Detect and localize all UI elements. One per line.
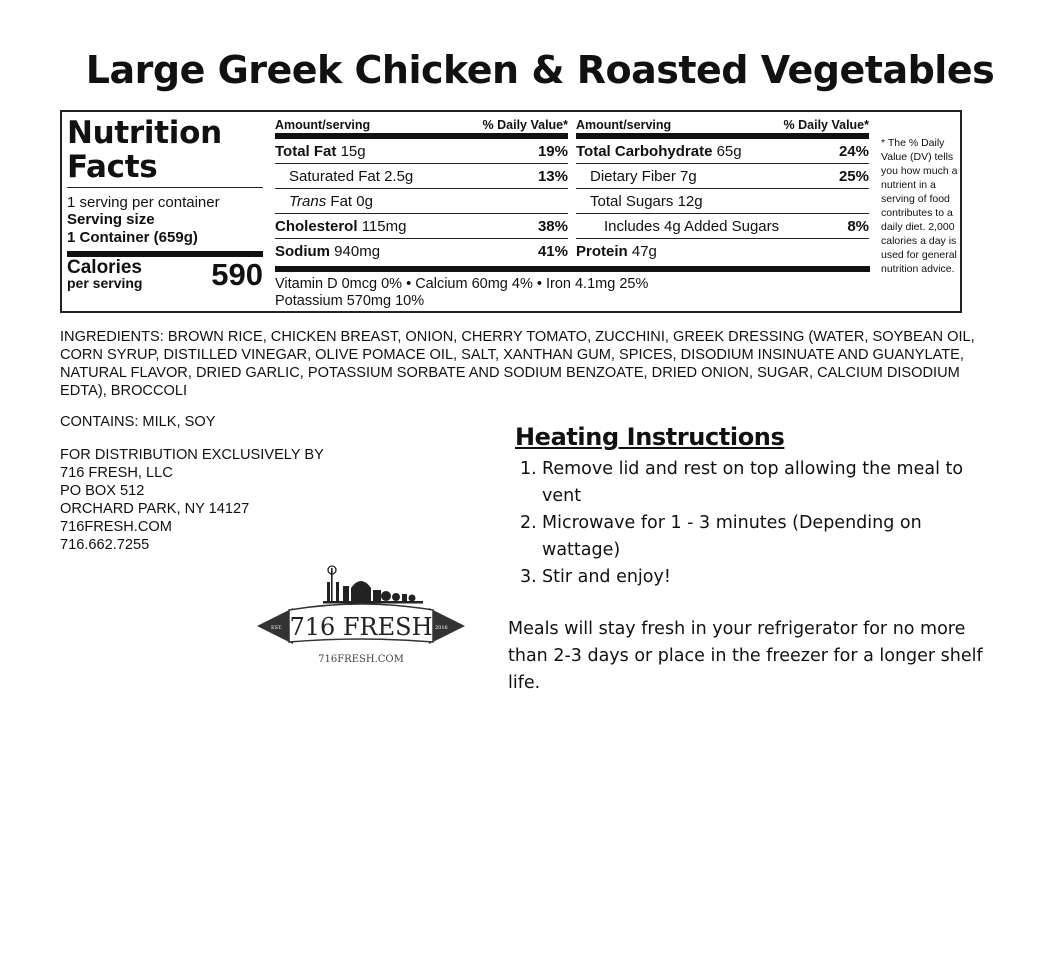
daily-value-header: % Daily Value* [482,118,568,132]
716-fresh-logo [255,560,467,670]
daily-value-footnote: * The % Daily Value (DV) tells you how much a nutrient in a serving of food contributes to a daily diet. 2,000 calories a day is used for general nutrition advice. [881,137,958,275]
nutrient-pct: 13% [537,168,568,185]
logo-name: 716 FRESH [289,613,433,641]
nutrient-row [576,239,869,264]
allergen-statement: CONTAINS: MILK, SOY [60,414,216,430]
nutrient-name: Total Sugars [590,193,674,210]
heating-instructions-title: Heating Instructions [515,423,785,451]
nutrition-summary [67,116,263,295]
step-number: 3. [520,567,537,587]
distributor-city: ORCHARD PARK, NY 14127 [60,501,250,517]
step-text: Microwave for 1 - 3 minutes (Depending on wattage) [542,513,922,560]
farm-silhouette-icon [323,566,423,604]
heating-steps [520,456,980,591]
nutrient-pct: 24% [838,143,869,160]
amount-header: Amount/serving [275,118,371,132]
distributor-info [60,446,324,554]
heating-step [520,456,980,510]
nutrient-amount: 12g [677,193,703,210]
nutrient-column-left [275,118,568,264]
nutrient-name: Cholesterol [275,218,358,235]
nutrient-row [275,189,568,214]
daily-value-header: % Daily Value* [783,118,869,132]
nutrient-amount: 115mg [361,218,407,235]
distributor-address: PO BOX 512 [60,483,145,499]
nutrition-facts-panel [60,110,962,313]
serving-size-label: Serving size [67,211,155,228]
nutrient-row [275,139,568,164]
nutrient-amount: 15g [340,143,366,160]
distributor-phone: 716.662.7255 [60,537,150,553]
nutrition-heading-line2: Facts [67,149,158,185]
distributor-line: FOR DISTRIBUTION EXCLUSIVELY BY [60,447,324,463]
divider [67,187,263,188]
nutrient-amount: 2.5g [384,168,414,185]
column-header [576,118,869,139]
nutrient-name: Sodium [275,243,330,260]
vitamins-minerals [275,276,648,310]
nutrient-amount: 47g [631,243,657,260]
nutrient-row [275,214,568,239]
storage-note: Meals will stay fresh in your refrigerator for no more than 2-3 days or place in the freezer for a longer shelf life. [508,619,983,693]
vitamins-line: Vitamin D 0mcg 0% • Calcium 60mg 4% • Iron 4.1mg 25% [275,276,649,292]
distributor-website: 716FRESH.COM [60,519,172,535]
serving-size-value: 1 Container (659g) [67,229,198,246]
logo-est: EST. [271,625,283,631]
nutrient-row [275,239,568,264]
logo-year: 2016 [435,625,448,631]
column-header [275,118,568,139]
calories-sub: per serving [67,275,143,291]
nutrient-pct: 38% [537,218,568,235]
nutrient-row [576,164,869,189]
nutrient-pct: 25% [838,168,869,185]
nutrient-name: Includes 4g Added Sugars [604,218,780,235]
nutrient-pct: 8% [847,218,869,235]
nutrient-amount: 65g [716,143,742,160]
servings-per-container: 1 serving per container [67,194,220,211]
divider-thick [275,266,870,272]
nutrient-row [576,139,869,164]
nutrient-name: Total Carbohydrate [576,143,713,160]
calories-block [67,259,263,295]
nutrient-amount: 0g [356,193,373,210]
nutrient-name: Trans [289,193,327,210]
nutrient-amount: 7g [680,168,697,185]
nutrient-pct: 41% [537,243,568,260]
distributor-name: 716 FRESH, LLC [60,465,173,481]
step-number: 2. [520,513,537,533]
nutrient-name: Protein [576,243,628,260]
nutrient-pct: 19% [537,143,568,160]
nutrient-row [576,189,869,214]
heating-step [520,510,980,564]
calories-label: Calories [67,257,142,278]
ingredients-list: INGREDIENTS: BROWN RICE, CHICKEN BREAST, ONION, CHERRY TOMATO, ZUCCHINI, GREEK DRESSING (WATER, SOYBEAN OIL, CORN SYRUP, DISTILLED VINEGAR, OLIVE POMACE OIL, SALT, XANTHAN GUM, SPICES, DISODIUM INSINUATE AND GUANYLATE, NATURAL FLAVOR, DRIED GARLIC, POTASSIUM SORBATE AND SODIUM BENZOATE, DRIED ONION, SUGAR, CALCIUM DISODIUM EDTA), BROCCOLI [60,329,975,399]
nutrition-heading [67,116,263,184]
nutrient-name-rest: Fat [330,193,353,210]
amount-header: Amount/serving [576,118,672,132]
nutrition-heading-line1: Nutrition [67,115,222,151]
step-text: Stir and enjoy! [542,567,671,587]
heating-step [520,564,980,591]
page-title: Large Greek Chicken & Roasted Vegetables [85,48,995,92]
logo-url: 716FRESH.COM [318,654,404,665]
nutrient-row [275,164,568,189]
nutrient-name: Total Fat [275,143,337,160]
nutrient-column-right [576,118,869,264]
nutrient-name: Dietary Fiber [590,168,676,185]
potassium-line: Potassium 570mg 10% [275,293,425,309]
step-text: Remove lid and rest on top allowing the meal to vent [542,459,964,506]
nutrient-amount: 940mg [334,243,381,260]
nutrient-name: Saturated Fat [289,168,380,185]
nutrient-row [576,214,869,239]
step-number: 1. [520,459,537,479]
calories-value: 590 [211,257,263,292]
